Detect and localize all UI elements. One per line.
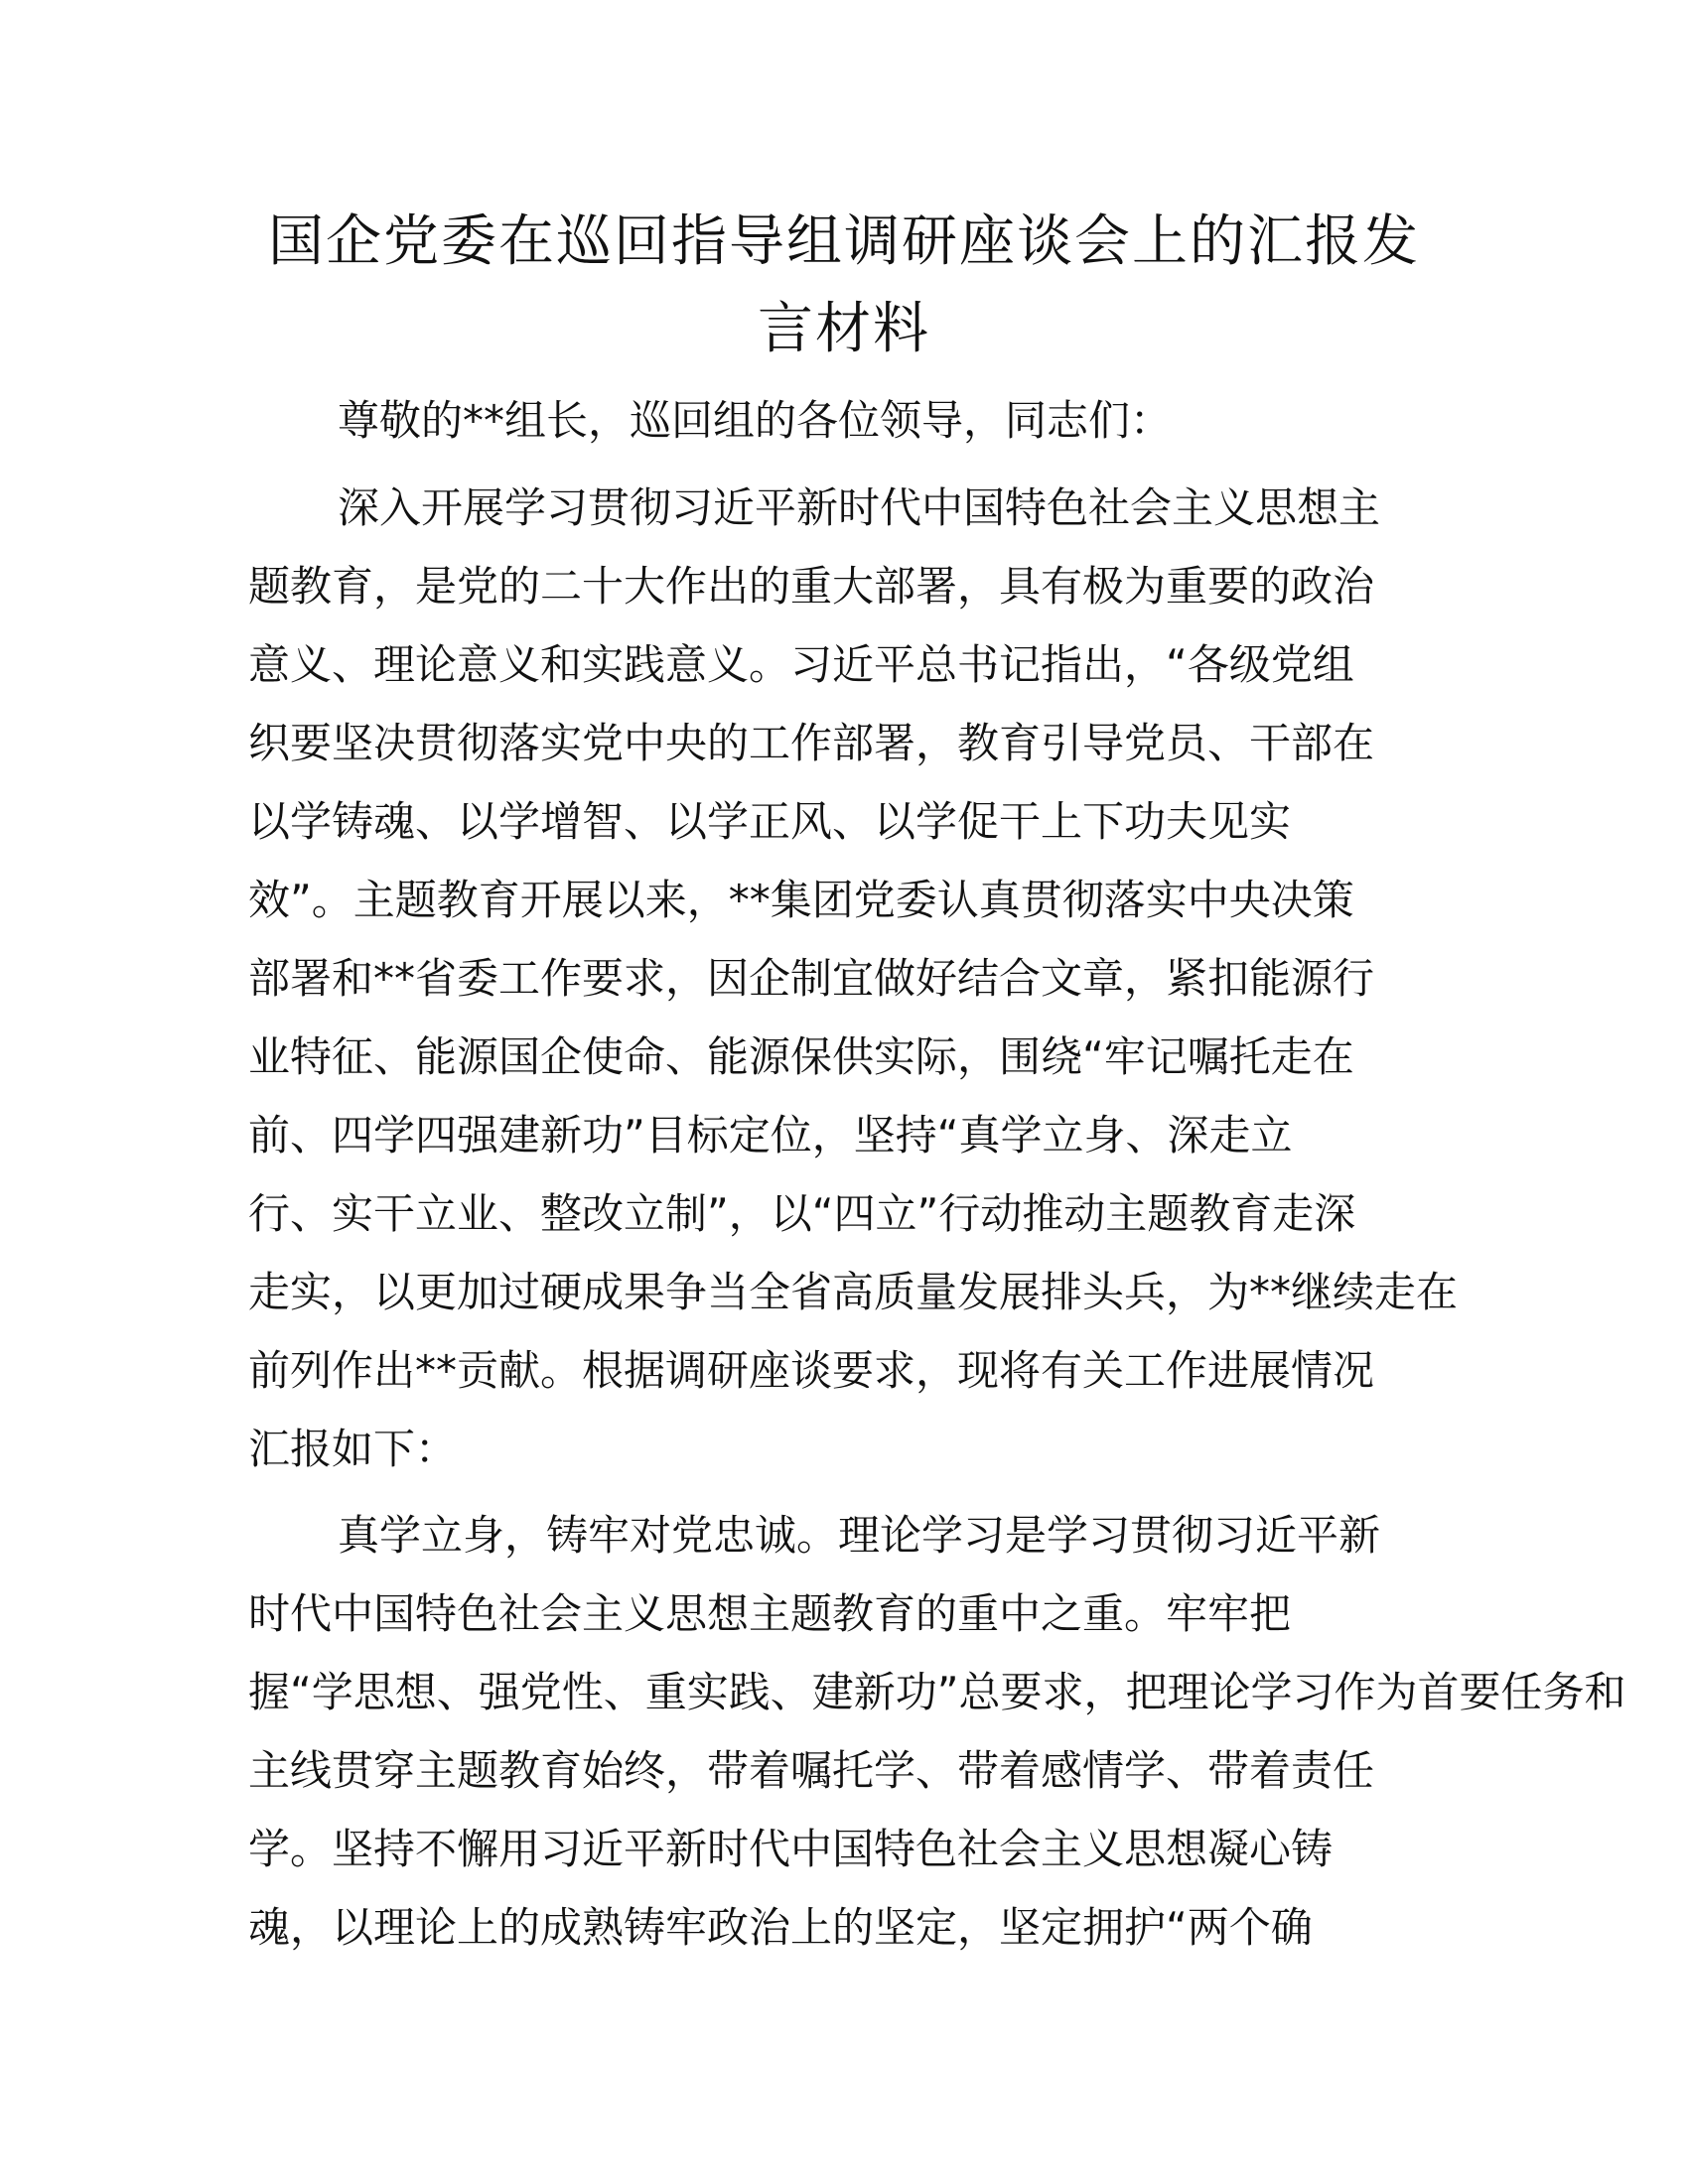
paragraph-1-line: 前列作出**贡献。根据调研座谈要求，现将有关工作进展情况 bbox=[248, 1346, 1375, 1395]
paragraph-1-line: 业特征、能源国企使命、能源保供实际，围绕“牢记嘱托走在 bbox=[248, 1032, 1354, 1081]
paragraph-1-line: 深入开展学习贯彻习近平新时代中国特色社会主义思想主 bbox=[338, 483, 1381, 532]
paragraph-1-line: 织要坚决贯彻落实党中央的工作部署，教育引导党员、干部在 bbox=[248, 719, 1375, 767]
paragraph-2-line: 学。坚持不懈用习近平新时代中国特色社会主义思想凝心铸 bbox=[248, 1825, 1334, 1873]
paragraph-1-line: 题教育，是党的二十大作出的重大部署，具有极为重要的政治 bbox=[248, 562, 1375, 611]
paragraph-1-line: 以学铸魂、以学增智、以学正风、以学促干上下功夫见实 bbox=[248, 797, 1292, 846]
paragraph-1-line: 走实，以更加过硬成果争当全省高质量发展排头兵，为**继续走在 bbox=[248, 1268, 1459, 1316]
paragraph-2-line: 魂，以理论上的成熟铸牢政治上的坚定，坚定拥护“两个确 bbox=[248, 1903, 1313, 1952]
paragraph-1-line: 部署和**省委工作要求，因企制宜做好结合文章，紧扣能源行 bbox=[248, 954, 1375, 1003]
paragraph-1-line: 前、四学四强建新功”目标定位，坚持“真学立身、深走立 bbox=[248, 1111, 1293, 1160]
title-line-2: 言材料 bbox=[758, 297, 930, 361]
paragraph-2-line: 主线贯穿主题教育始终，带着嘱托学、带着感情学、带着责任 bbox=[248, 1746, 1375, 1795]
paragraph-2-line: 时代中国特色社会主义思想主题教育的重中之重。牢牢把 bbox=[248, 1589, 1292, 1638]
salutation: 尊敬的**组长，巡回组的各位领导，同志们： bbox=[338, 396, 1173, 445]
paragraph-1-line: 意义、理论意义和实践意义。习近平总书记指出，“各级党组 bbox=[248, 640, 1354, 689]
paragraph-1-line: 行、实干立业、整改立制”，以“四立”行动推动主题教育走深 bbox=[248, 1189, 1356, 1238]
paragraph-1-line: 效”。主题教育开展以来，**集团党委认真贯彻落实中央决策 bbox=[248, 876, 1354, 924]
title-line-1: 国企党委在巡回指导组调研座谈会上的汇报发 bbox=[268, 209, 1420, 274]
document-title bbox=[248, 199, 1440, 373]
paragraph-2-line: 握“学思想、强党性、重实践、建新功”总要求，把理论学习作为首要任务和 bbox=[248, 1668, 1626, 1716]
paragraph-1-line: 汇报如下： bbox=[248, 1425, 458, 1473]
paragraph-2-line: 真学立身，铸牢对党忠诚。理论学习是学习贯彻习近平新 bbox=[338, 1511, 1381, 1560]
